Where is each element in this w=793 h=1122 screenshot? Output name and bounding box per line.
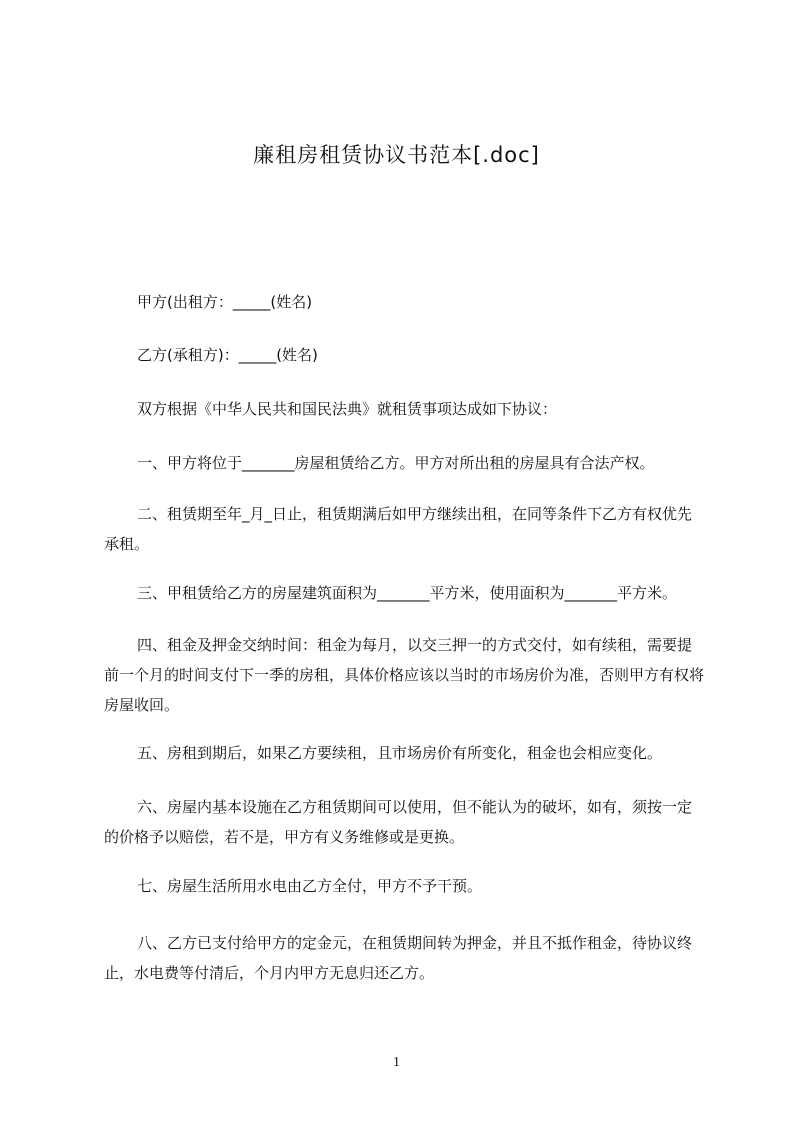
clause-8: 八、乙方已支付给甲方的定金元，在租赁期间转为押金，并且不抵作租金，待协议终止，水电费等付清后，个月内甲方无息归还乙方。 — [104, 934, 693, 982]
clause-7: 七、房屋生活所用水电由乙方全付，甲方不予干预。 — [137, 877, 483, 895]
clause-3: 三、甲租赁给乙方的房屋建筑面积为_______平方米，使用面积为_______平方米。 — [137, 584, 678, 602]
page-number: 1 — [393, 1055, 400, 1070]
clause-2: 二、租赁期至年_月_日止，租赁期满后如甲方继续出租，在同等条件下乙方有权优先承租。 — [104, 505, 693, 553]
clause-1: 一、甲方将位于_______房屋租赁给乙方。甲方对所出租的房屋具有合法产权。 — [137, 454, 655, 472]
document-title: 廉租房租赁协议书范本[.doc] — [253, 143, 540, 167]
party-a-line: 甲方(出租方：_____(姓名) — [137, 293, 313, 311]
agreement-intro: 双方根据《中华人民共和国民法典》就租赁事项达成如下协议： — [137, 400, 558, 418]
party-b-line: 乙方(承租方)：_____(姓名) — [137, 346, 318, 364]
clause-6: 六、房屋内基本设施在乙方租赁期间可以使用，但不能认为的破坏，如有，须按一定的价格予以赔偿，若不是，甲方有义务维修或是更换。 — [104, 798, 693, 846]
clause-4: 四、租金及押金交纳时间：租金为每月，以交三押一的方式交付，如有续租，需要提前一个月的时间支付下一季的房租，具体价格应该以当时的市场房价为准，否则甲方有权将房屋收回。 — [104, 636, 705, 714]
clause-5: 五、房租到期后，如果乙方要续租，且市场房价有所变化，租金也会相应变化。 — [137, 744, 663, 762]
